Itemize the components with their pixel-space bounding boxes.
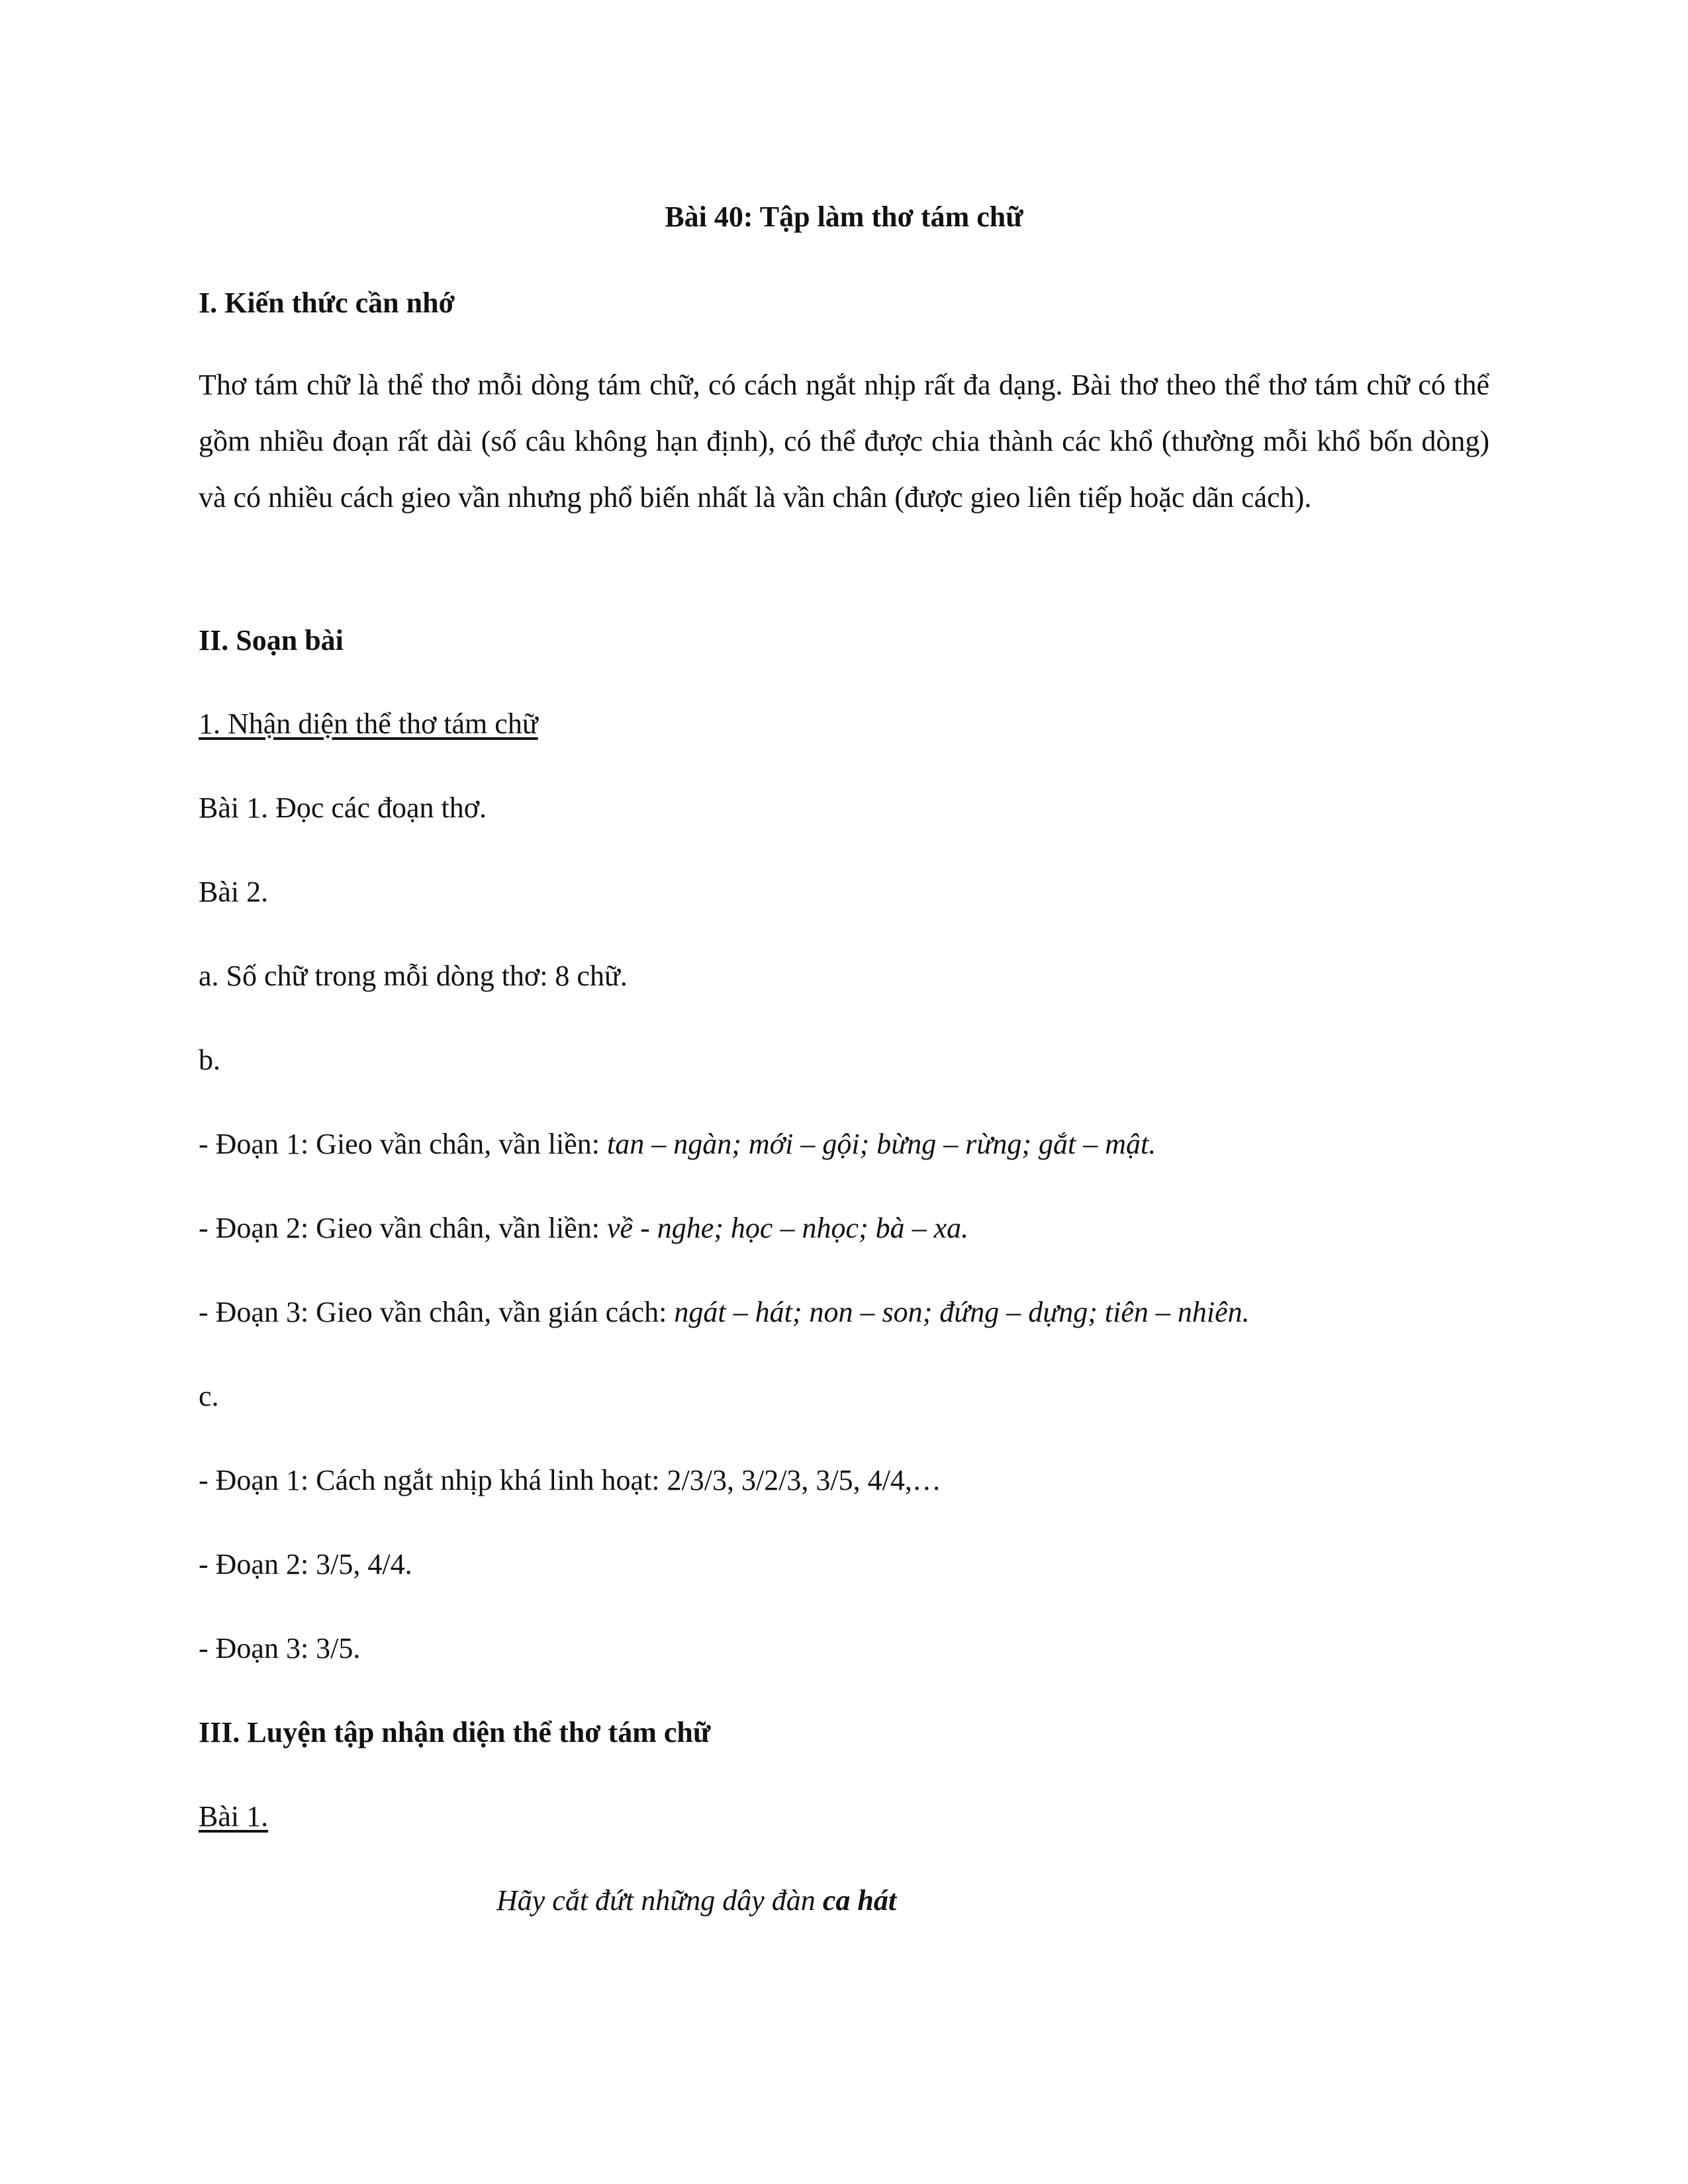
section-3-heading: III. Luyện tập nhận diện thể thơ tám chữ <box>199 1716 711 1749</box>
poem-line-italic: Hãy cắt đứt những dây đàn <box>496 1884 823 1917</box>
section-1-heading: I. Kiến thức cần nhớ <box>199 287 455 319</box>
answer-c-label: c. <box>199 1380 219 1412</box>
section-2-subheading: 1. Nhận diện thể thơ tám chữ <box>199 707 538 740</box>
exercise-2-line: Bài 2. <box>199 876 269 908</box>
poem-line <box>496 1881 896 1921</box>
document-page <box>199 0 1489 2184</box>
item-rhymes: về - nghe; học – nhọc; bà – xa. <box>607 1212 969 1244</box>
item-prefix: - Đoạn 2: Gieo vần chân, vần liền: <box>199 1212 608 1244</box>
exercise-1-line: Bài 1. Đọc các đoạn thơ. <box>199 792 487 824</box>
item-rhymes: tan – ngàn; mới – gội; bừng – rừng; gắt – mật. <box>607 1128 1156 1160</box>
section-3-exercise-1: Bài 1. <box>199 1800 269 1833</box>
section-1-paragraph: Thơ tám chữ là thể thơ mỗi dòng tám chữ, có cách ngắt nhịp rất đa dạng. Bài thơ theo thể thơ tám chữ có thể gồm nhiều đoạn rất dài (số câu không hạn định), có thể được chia thành các khổ (thường mỗi khổ bốn dòng) và có nhiều cách gieo vần nhưng phổ biến nhất là vần chân (được gieo liên tiếp hoặc dãn cách). <box>199 369 1489 514</box>
item-rhymes: ngát – hát; non – son; đứng – dựng; tiên – nhiên. <box>674 1296 1250 1328</box>
answer-b-item-1 <box>199 1124 1156 1164</box>
answer-c-item-3: - Đoạn 3: 3/5. <box>199 1632 361 1664</box>
document-title: Bài 40: Tập làm thơ tám chữ <box>665 201 1023 233</box>
answer-a: a. Số chữ trong mỗi dòng thơ: 8 chữ. <box>199 960 628 992</box>
section-2-heading: II. Soạn bài <box>199 624 344 657</box>
item-prefix: - Đoạn 1: Gieo vần chân, vần liền: <box>199 1128 608 1160</box>
poem-line-bold: ca hát <box>822 1884 897 1917</box>
answer-b-item-3 <box>199 1293 1250 1332</box>
answer-c-item-1: - Đoạn 1: Cách ngắt nhịp khá linh hoạt: 2/3/3, 3/2/3, 3/5, 4/4,… <box>199 1464 941 1496</box>
item-prefix: - Đoạn 3: Gieo vần chân, vần gián cách: <box>199 1296 675 1328</box>
answer-b-item-2 <box>199 1208 968 1248</box>
answer-c-item-2: - Đoạn 2: 3/5, 4/4. <box>199 1548 412 1580</box>
answer-b-label: b. <box>199 1044 220 1076</box>
